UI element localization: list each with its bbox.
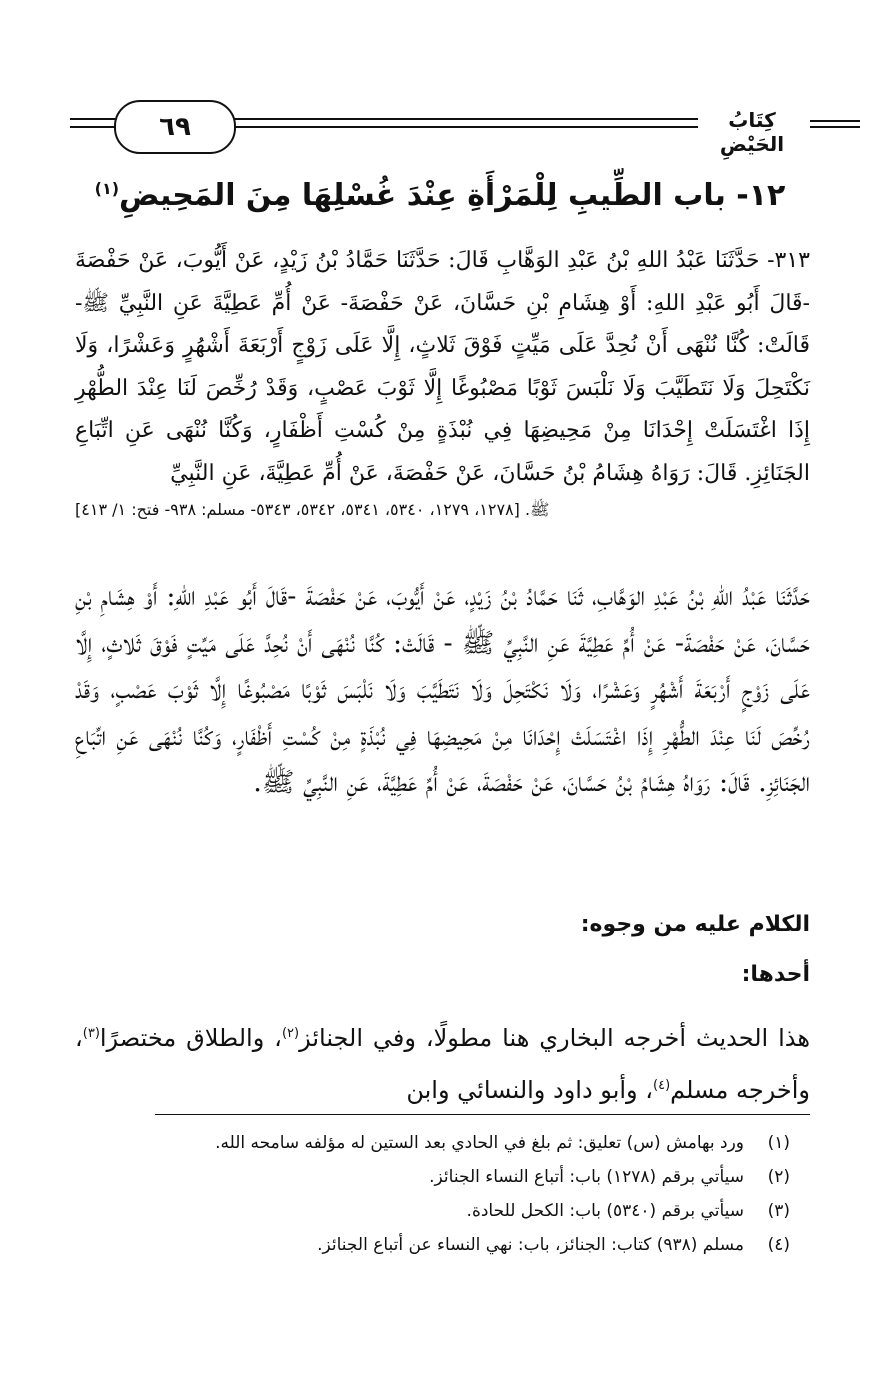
- footnote-text: سيأتي برقم (٥٣٤٠) باب: الكحل للحادة.: [466, 1201, 744, 1221]
- footnote-number: (٤): [767, 1235, 790, 1255]
- commentary-heading: الكلام عليه من وجوه:: [580, 912, 810, 937]
- hadith-text: [75, 240, 810, 525]
- footnote-item: [75, 1194, 790, 1228]
- page-header: [70, 98, 810, 158]
- commentary-part-3: ، وأخرجه مسلم: [75, 1024, 810, 1104]
- footnote-number: (١): [767, 1133, 790, 1153]
- header-rule-middle-2: [188, 126, 698, 128]
- chapter-title-text: ١٢- باب الطِّيبِ لِلْمَرْأَةِ عِنْدَ غُسْلِهَا مِنَ المَحِيضِ: [119, 178, 786, 213]
- footnote-text: سيأتي برقم (١٢٧٨) باب: أتباع النساء الجنائز.: [429, 1167, 744, 1187]
- footnote-text: مسلم (٩٣٨) كتاب: الجنائز، باب: نهي النساء عن أتباع الجنائز.: [317, 1235, 744, 1255]
- chapter-title: [70, 178, 810, 213]
- footnote-marker-3: (٣): [82, 1026, 100, 1041]
- commentary-part-4: ، وأبو داود والنسائي وابن: [406, 1076, 653, 1104]
- first-point-heading: أحدها:: [741, 962, 810, 987]
- footnote-item: [75, 1160, 790, 1194]
- commentary-paragraph: [75, 1010, 810, 1114]
- commentary-part-1: هذا الحديث أخرجه البخاري هنا مطولًا، وفي الجنائز: [299, 1024, 811, 1052]
- footnote-item: [75, 1228, 790, 1262]
- repeat-hadith-text: حَدَّثَنَا عَبْدُ اللهِ بْنُ عَبْدِ الوَهَّابِ، ثَنَا حَمَّادُ بْنُ زَيْدٍ، عَنْ أَيُّوبَ، عَنْ حَفْصَةَ -قَالَ أَبُو عَبْدِ اللهِ: أَوْ هِشَامِ بْنِ حَسَّانَ، عَنْ حَفْصَةَ- عَنْ أُمِّ عَطِيَّةَ عَنِ النَّبِيِّ ﷺ - قَالَتْ: كُنَّا نُنْهَى أَنْ نُحِدَّ عَلَى مَيِّتٍ فَوْقَ ثَلاثٍ، إِلَّا عَلَى زَوْجٍ أَرْبَعَةَ أَشْهُرٍ وَعَشْرًا، وَلَا نَكْتَحِلَ وَلَا نَتَطَيَّبَ وَلَا نَلْبَسَ ثَوْبًا مَصْبُوغًا إِلَّا ثَوْبَ عَصْبٍ، وَقَدْ رُخِّصَ لَنَا عِنْدَ الطُّهْرِ إِذَا اغْتَسَلَتْ إِحْدَانَا مِنْ مَحِيضِهَا فِي نُبْذَةٍ مِنْ كُسْتِ أَظْفَارٍ، وَكُنَّا نُنْهَى عَنِ اتِّبَاعِ الجَنَائِزِ. قَالَ: رَوَاهُ هِشَامُ بْنُ حَسَّانَ، عَنْ حَفْصَةَ، عَنْ أُمِّ عَطِيَّةَ، عَنِ النَّبِيِّ ﷺ.: [75, 581, 810, 798]
- footnote-marker-4: (٤): [653, 1078, 671, 1093]
- footnote-number: (٢): [767, 1167, 790, 1187]
- footnotes: [75, 1126, 790, 1262]
- footnote-separator: [155, 1114, 810, 1115]
- page-number: ٦٩: [114, 100, 236, 154]
- footnote-marker-2: (٢): [281, 1026, 300, 1041]
- header-rule-middle: [188, 118, 698, 120]
- footnote-text: ورد بهامش (س) تعليق: ثم بلغ في الحادي بعد الستين له مؤلفه سامحه الله.: [215, 1133, 744, 1153]
- header-rule-right-2: [810, 126, 860, 128]
- hadith-references: ﷺ. [١٢٧٨، ١٢٧٩، ٥٣٤٠، ٥٣٤١، ٥٣٤٢، ٥٣٤٣- مسلم: ٩٣٨- فتح: ١/ ٤١٣]: [75, 500, 550, 519]
- header-rule-right: [810, 120, 860, 122]
- hadith-body: ٣١٣- حَدَّثَنَا عَبْدُ اللهِ بْنُ عَبْدِ الوَهَّابِ قَالَ: حَدَّثَنَا حَمَّادُ بْنُ زَيْدٍ، عَنْ أَيُّوبَ، عَنْ حَفْصَةَ -قَالَ أَبُو عَبْدِ اللهِ: أَوْ هِشَامِ بْنِ حَسَّانَ، عَنْ حَفْصَةَ- عَنْ أُمِّ عَطِيَّةَ عَنِ النَّبِيِّ ﷺ- قَالَتْ: كُنَّا نُنْهَى أَنْ نُحِدَّ عَلَى مَيِّتٍ فَوْقَ ثَلاثٍ، إِلَّا عَلَى زَوْجٍ أَرْبَعَةَ أَشْهُرٍ وَعَشْرًا، وَلَا نَكْتَحِلَ وَلَا نَتَطَيَّبَ وَلَا نَلْبَسَ ثَوْبًا مَصْبُوغًا إِلَّا ثَوْبَ عَصْبٍ، وَقَدْ رُخِّصَ لَنَا عِنْدَ الطُّهْرِ إِذَا اغْتَسَلَتْ إِحْدَانَا مِنْ مَحِيضِهَا فِي نُبْذَةٍ مِنْ كُسْتِ أَظْفَارٍ، وَكُنَّا نُنْهَى عَنِ اتِّبَاعِ الجَنَائِزِ. قَالَ: رَوَاهُ هِشَامُ بْنُ حَسَّانَ، عَنْ حَفْصَةَ، عَنْ أُمِّ عَطِيَّةَ، عَنِ النَّبِيِّ: [75, 248, 810, 486]
- commentary-part-2: ، والطلاق مختصرًا: [99, 1024, 282, 1052]
- running-title: كِتَابُ الحَيْضِ: [719, 108, 785, 156]
- footnote-number: (٣): [767, 1201, 790, 1221]
- chapter-footnote-marker: (١): [94, 179, 120, 198]
- footnote-item: [75, 1126, 790, 1160]
